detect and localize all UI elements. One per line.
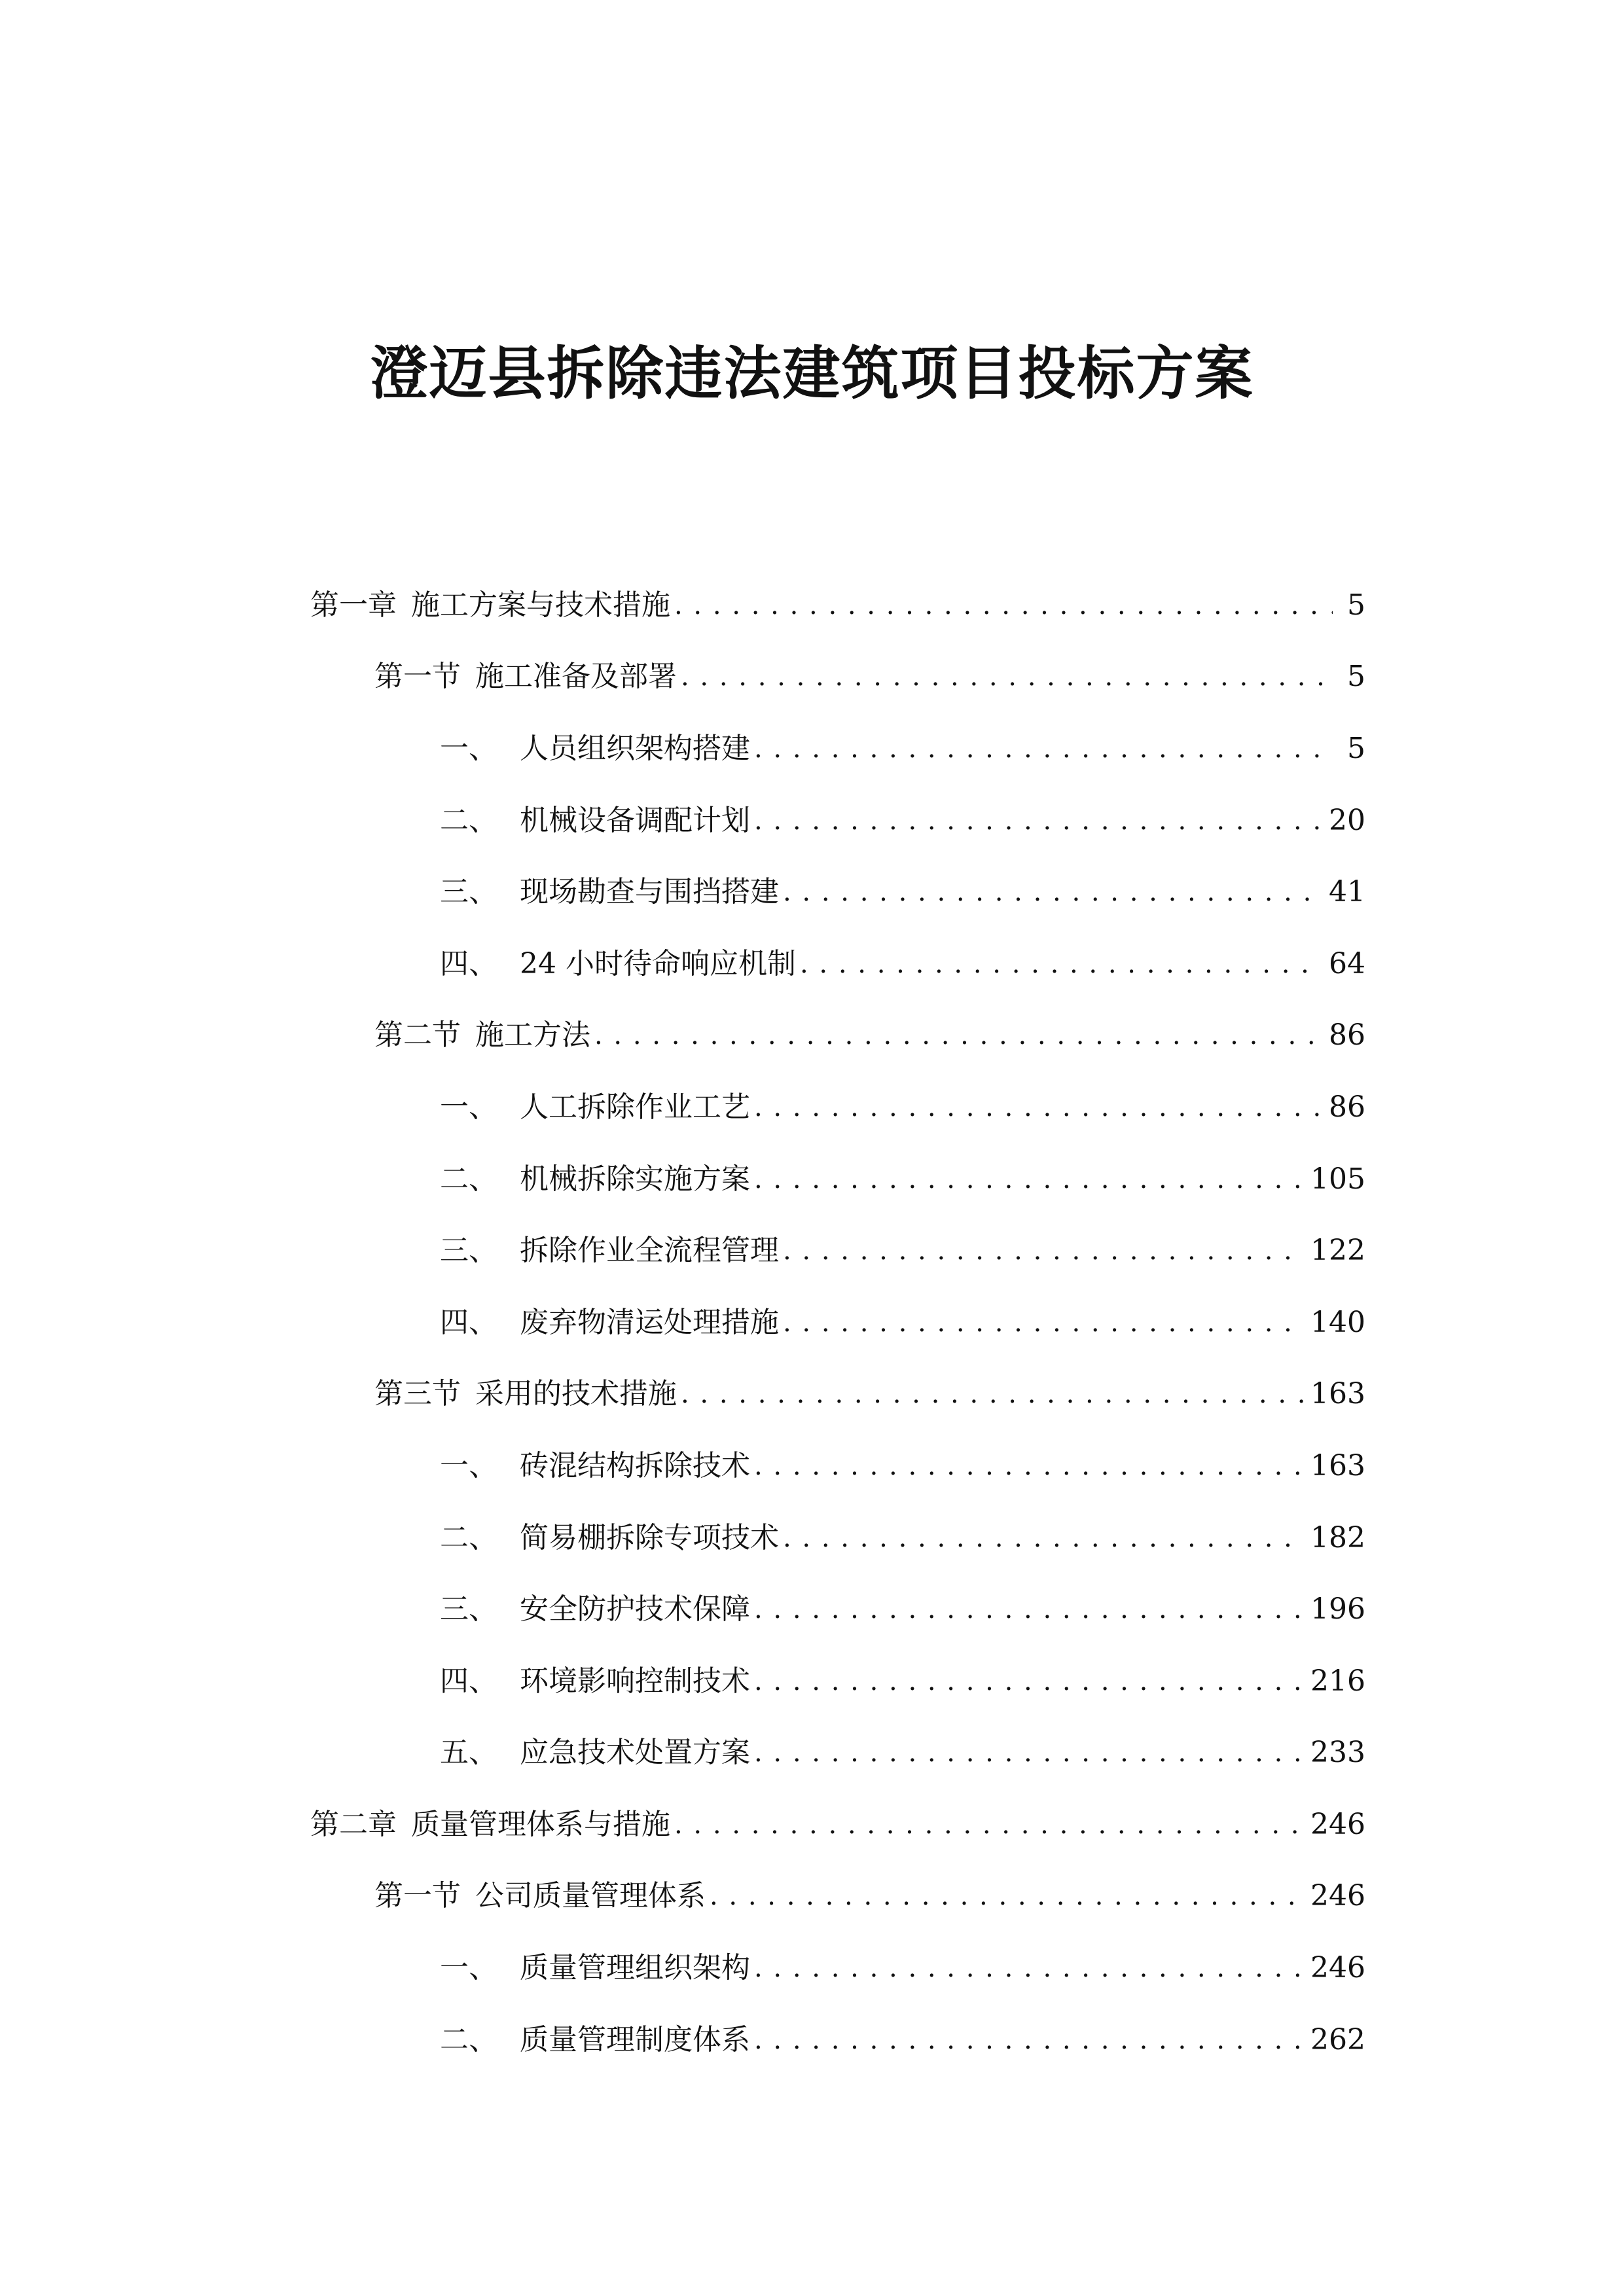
toc-entry-number: 一、: [440, 731, 497, 765]
table-of-contents: [0, 569, 1624, 2075]
toc-page-number: 262: [1310, 2022, 1365, 2056]
toc-entry-number: 第三节: [374, 1377, 461, 1411]
toc-dot-leader: [754, 729, 1333, 768]
toc-entry-number: 第二章: [310, 1807, 397, 1841]
toc-dot-leader: [754, 1733, 1304, 1772]
toc-entry[interactable]: [0, 1717, 1624, 1789]
toc-page-number: 163: [1310, 1448, 1365, 1482]
toc-entry[interactable]: [0, 1932, 1624, 2004]
toc-label: [374, 1876, 706, 1916]
toc-entry[interactable]: [0, 1143, 1624, 1215]
toc-entry[interactable]: [0, 1215, 1624, 1287]
toc-page-number: 216: [1310, 1664, 1365, 1698]
toc-label: [374, 1016, 590, 1055]
toc-dot-leader: [754, 1662, 1304, 1701]
toc-entry[interactable]: [0, 1359, 1624, 1431]
toc-entry-text: 质量管理体系与措施: [411, 1807, 670, 1841]
toc-page-number: 122: [1310, 1234, 1365, 1268]
toc-entry-text: 应急技术处置方案: [520, 1736, 750, 1770]
toc-entry[interactable]: [0, 1573, 1624, 1645]
toc-dot-leader: [783, 1303, 1304, 1342]
toc-label: [440, 729, 750, 768]
toc-entry-text: 砖混结构拆除技术: [520, 1448, 750, 1482]
toc-page-number: 163: [1310, 1377, 1365, 1411]
toc-entry-number: 第一节: [374, 1879, 461, 1913]
toc-entry-number: 一、: [440, 1448, 497, 1482]
toc-entry-text: 施工准备及部署: [475, 660, 677, 694]
toc-entry-text: 24 小时待命响应机制: [520, 946, 796, 980]
toc-entry-text: 施工方案与技术措施: [411, 588, 670, 622]
toc-entry-text: 安全防护技术保障: [520, 1592, 750, 1626]
toc-page-number: 64: [1329, 946, 1365, 980]
toc-dot-leader: [783, 872, 1322, 912]
toc-entry[interactable]: [0, 1502, 1624, 1574]
toc-dot-leader: [674, 1805, 1304, 1844]
toc-entry-text: 施工方法: [475, 1018, 590, 1052]
toc-label: [440, 801, 750, 840]
toc-entry[interactable]: [0, 1287, 1624, 1359]
toc-dot-leader: [754, 1590, 1304, 1629]
toc-entry-number: 第二节: [374, 1018, 461, 1052]
toc-entry-text: 简易棚拆除专项技术: [520, 1520, 779, 1554]
toc-entry-text: 拆除作业全流程管理: [520, 1234, 779, 1268]
toc-label: [440, 1446, 750, 1486]
toc-label: [440, 1948, 750, 1988]
toc-entry-number: 四、: [440, 946, 497, 980]
toc-page-number: 20: [1329, 803, 1365, 837]
toc-label: [440, 872, 779, 912]
toc-entry[interactable]: [0, 569, 1624, 641]
toc-dot-leader: [783, 1518, 1304, 1558]
toc-page-number: 233: [1310, 1736, 1365, 1770]
toc-dot-leader: [754, 1948, 1304, 1988]
toc-entry-number: 二、: [440, 2022, 497, 2056]
toc-entry-number: 二、: [440, 1520, 497, 1554]
toc-page-number: 246: [1310, 1951, 1365, 1985]
toc-page-number: 86: [1329, 1018, 1365, 1052]
toc-label: [440, 2020, 750, 2060]
toc-entry[interactable]: [0, 856, 1624, 928]
toc-entry-text: 废弃物清运处理措施: [520, 1305, 779, 1339]
toc-entry[interactable]: [0, 1789, 1624, 1861]
toc-entry-text: 质量管理制度体系: [520, 2022, 750, 2056]
toc-entry-number: 一、: [440, 1090, 497, 1124]
toc-entry-text: 机械拆除实施方案: [520, 1162, 750, 1196]
toc-page-number: 86: [1329, 1090, 1365, 1124]
toc-entry-number: 三、: [440, 1234, 497, 1268]
toc-page-number: 5: [1347, 588, 1365, 622]
toc-entry-text: 人员组织架构搭建: [520, 731, 750, 765]
toc-label: [440, 1231, 779, 1270]
toc-label: [310, 1805, 670, 1844]
document-title: 澄迈县拆除违法建筑项目投标方案: [370, 339, 1254, 407]
toc-dot-leader: [710, 1876, 1304, 1916]
toc-dot-leader: [754, 1088, 1322, 1127]
toc-label: [440, 944, 796, 984]
toc-label: [440, 1088, 750, 1127]
toc-entry-number: 四、: [440, 1305, 497, 1339]
toc-entry-number: 二、: [440, 1162, 497, 1196]
toc-entry-number: 第一章: [310, 588, 397, 622]
toc-page-number: 246: [1310, 1879, 1365, 1913]
toc-entry[interactable]: [0, 713, 1624, 785]
toc-entry[interactable]: [0, 1071, 1624, 1143]
toc-entry-text: 人工拆除作业工艺: [520, 1090, 750, 1124]
toc-page-number: 140: [1310, 1305, 1365, 1339]
toc-entry-number: 第一节: [374, 660, 461, 694]
toc-entry[interactable]: [0, 2004, 1624, 2076]
toc-entry-text: 环境影响控制技术: [520, 1664, 750, 1698]
toc-entry-text: 现场勘查与围挡搭建: [520, 875, 779, 909]
toc-label: [440, 1160, 750, 1199]
toc-dot-leader: [681, 1374, 1304, 1414]
toc-dot-leader: [674, 586, 1333, 625]
toc-entry[interactable]: [0, 1430, 1624, 1502]
toc-page-number: 5: [1347, 660, 1365, 694]
toc-dot-leader: [754, 2020, 1304, 2060]
toc-dot-leader: [754, 801, 1322, 840]
toc-entry-number: 四、: [440, 1664, 497, 1698]
toc-entry[interactable]: [0, 1645, 1624, 1717]
toc-dot-leader: [594, 1016, 1322, 1055]
toc-dot-leader: [783, 1231, 1304, 1270]
toc-entry-text: 采用的技术措施: [475, 1377, 677, 1411]
toc-label: [374, 1374, 677, 1414]
toc-entry-number: 五、: [440, 1736, 497, 1770]
toc-dot-leader: [754, 1446, 1304, 1486]
toc-page-number: 182: [1310, 1520, 1365, 1554]
toc-dot-leader: [754, 1160, 1304, 1199]
toc-entry-text: 机械设备调配计划: [520, 803, 750, 837]
toc-label: [440, 1733, 750, 1772]
toc-entry-text: 公司质量管理体系: [475, 1879, 706, 1913]
toc-entry-number: 三、: [440, 1592, 497, 1626]
toc-entry[interactable]: [0, 1861, 1624, 1933]
toc-entry[interactable]: [0, 641, 1624, 713]
toc-entry[interactable]: [0, 1000, 1624, 1072]
toc-entry-number: 二、: [440, 803, 497, 837]
toc-entry[interactable]: [0, 928, 1624, 1000]
toc-page-number: 5: [1347, 731, 1365, 765]
toc-page-number: 105: [1310, 1162, 1365, 1196]
toc-dot-leader: [681, 657, 1333, 696]
toc-label: [440, 1662, 750, 1701]
toc-entry-text: 质量管理组织架构: [520, 1951, 750, 1985]
toc-entry-number: 三、: [440, 875, 497, 909]
toc-entry[interactable]: [0, 785, 1624, 857]
toc-page-number: 41: [1329, 875, 1365, 909]
toc-label: [374, 657, 677, 696]
toc-label: [440, 1518, 779, 1558]
toc-dot-leader: [800, 944, 1322, 984]
toc-label: [440, 1590, 750, 1629]
toc-page-number: 196: [1310, 1592, 1365, 1626]
toc-label: [440, 1303, 779, 1342]
toc-entry-number: 一、: [440, 1951, 497, 1985]
toc-label: [310, 586, 670, 625]
toc-page-number: 246: [1310, 1807, 1365, 1841]
